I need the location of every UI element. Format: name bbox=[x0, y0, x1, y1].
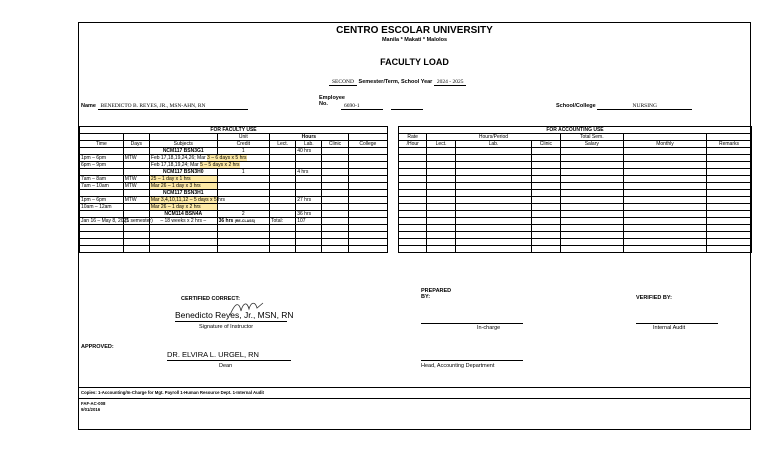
semester-label: Semester/Term, School Year bbox=[358, 79, 433, 85]
header-row-2: Time Days Subjects Credit Lect. Lab. Clinic College /Hour Lect. Lab. Clinic Salary Monthly Remarks bbox=[80, 141, 752, 148]
credit-value: 36 hrs bbox=[218, 218, 234, 224]
lecture-cell bbox=[270, 190, 296, 197]
lab-hours-cell bbox=[296, 155, 322, 162]
subject-cell: NCM114 BSN4A bbox=[149, 211, 217, 218]
table-row bbox=[80, 176, 752, 183]
days-cell bbox=[123, 190, 149, 197]
school-label: School/College bbox=[556, 103, 596, 109]
accounting-cell bbox=[623, 218, 706, 225]
days-cell: MTW bbox=[123, 183, 149, 190]
college-cell bbox=[348, 204, 387, 211]
lab-hours-cell: 27 hrs bbox=[296, 197, 322, 204]
subject-cell bbox=[149, 162, 269, 169]
accounting-cell bbox=[560, 162, 623, 169]
instructor-printed-name: Benedicto Reyes, Jr., MSN, RN bbox=[175, 310, 294, 320]
accounting-cell bbox=[706, 204, 751, 211]
lecture-cell bbox=[270, 211, 296, 218]
clinic-cell bbox=[322, 183, 348, 190]
college-cell bbox=[348, 169, 387, 176]
days-cell bbox=[123, 169, 149, 176]
accounting-cell bbox=[623, 204, 706, 211]
approved-label: APPROVED: bbox=[81, 344, 114, 350]
days-cell: (1 semester) bbox=[124, 218, 153, 224]
table-row bbox=[80, 169, 752, 176]
accounting-cell bbox=[532, 176, 560, 183]
accounting-cell bbox=[455, 211, 531, 218]
subject-duration: 5 – 5 days x 2 hrs bbox=[200, 162, 240, 168]
time-cell: 7am – 10am bbox=[80, 183, 124, 190]
school-year-value: 2024 - 2025 bbox=[434, 79, 467, 86]
accounting-cell bbox=[706, 218, 751, 225]
name-label: Name bbox=[81, 103, 96, 109]
accounting-cell bbox=[560, 176, 623, 183]
name-line bbox=[81, 103, 248, 110]
accounting-cell bbox=[532, 204, 560, 211]
accounting-cell bbox=[427, 204, 455, 211]
subject-cell: NCM117 BSN3H1 bbox=[149, 190, 217, 197]
faculty-use-header: FOR FACULTY USE bbox=[80, 127, 388, 134]
accounting-cell bbox=[398, 162, 426, 169]
accounting-cell bbox=[560, 155, 623, 162]
accounting-cell bbox=[706, 148, 751, 155]
subject-cell: Mar 26 – 1 day x 3 hrs bbox=[149, 183, 217, 190]
lecture-cell bbox=[270, 204, 296, 211]
instructor-role: Signature of Instructor bbox=[199, 324, 254, 330]
college-cell bbox=[348, 211, 387, 218]
accounting-cell bbox=[427, 148, 455, 155]
accounting-cell bbox=[623, 176, 706, 183]
table-row bbox=[80, 246, 752, 253]
lecture-cell bbox=[270, 162, 296, 169]
dean-role: Dean bbox=[219, 363, 233, 369]
subject-cell: Mar 26 – 1 day x 2 hrs bbox=[149, 204, 217, 211]
accounting-cell bbox=[398, 169, 426, 176]
accounting-cell bbox=[560, 197, 623, 204]
subject-duration: 3 – 6 days x 5 hrs bbox=[207, 155, 247, 161]
head-accounting-role: Head, Accounting Department bbox=[421, 363, 495, 369]
clinic-cell bbox=[322, 169, 348, 176]
semester-value: SECOND bbox=[329, 79, 357, 86]
table-row bbox=[80, 197, 752, 204]
clinic-cell bbox=[322, 204, 348, 211]
subject-cell: – 18 weeks x 2 hrs – bbox=[149, 218, 217, 225]
clinic-cell bbox=[322, 176, 348, 183]
accounting-cell bbox=[532, 190, 560, 197]
credit-cell: 1 bbox=[217, 169, 269, 176]
accounting-cell bbox=[623, 169, 706, 176]
accounting-cell bbox=[427, 155, 455, 162]
accounting-cell bbox=[455, 162, 531, 169]
credit-cell bbox=[217, 190, 269, 197]
lecture-cell bbox=[270, 183, 296, 190]
form-date: 9/01/2016 bbox=[81, 407, 101, 412]
incharge-role: In-charge bbox=[477, 325, 501, 331]
school-line bbox=[556, 103, 692, 110]
subject-cell bbox=[149, 155, 269, 162]
accounting-cell bbox=[706, 183, 751, 190]
accounting-cell bbox=[532, 218, 560, 225]
accounting-cell bbox=[532, 197, 560, 204]
lab-hours-cell bbox=[296, 162, 322, 169]
school-value: NURSING bbox=[597, 103, 692, 110]
lecture-cell bbox=[270, 155, 296, 162]
accounting-cell bbox=[455, 218, 531, 225]
employee-label: Employee No. bbox=[319, 95, 345, 107]
load-rows bbox=[80, 148, 752, 253]
instructor-name-value: BENEDICTO B. REYES, JR., MSN-AHN, RN bbox=[98, 103, 248, 110]
time-cell: 6pm – 9pm bbox=[80, 162, 124, 169]
time-cell: 10am – 12am bbox=[80, 204, 124, 211]
lab-hours-cell bbox=[296, 176, 322, 183]
accounting-cell bbox=[427, 218, 455, 225]
time-cell bbox=[80, 169, 124, 176]
form-title: FACULTY LOAD bbox=[380, 57, 449, 67]
days-cell bbox=[123, 204, 149, 211]
credit-cell bbox=[217, 218, 269, 225]
header-row-1: Unit Hours Rate Hours/Period Total Sem. bbox=[80, 134, 752, 141]
accounting-cell bbox=[398, 183, 426, 190]
accounting-cell bbox=[623, 190, 706, 197]
credit-cell bbox=[217, 176, 269, 183]
accounting-cell bbox=[623, 183, 706, 190]
accounting-cell bbox=[560, 148, 623, 155]
form-code: FAF-AC-008 bbox=[81, 401, 106, 406]
college-cell bbox=[348, 190, 387, 197]
days-cell: MTW bbox=[123, 155, 149, 162]
days-cell bbox=[123, 162, 149, 169]
table-row bbox=[80, 232, 752, 239]
accounting-cell bbox=[706, 197, 751, 204]
subject-cell: 25 – 1 day x 1 hrs bbox=[149, 176, 217, 183]
table-row bbox=[80, 155, 752, 162]
accounting-cell bbox=[427, 169, 455, 176]
days-cell bbox=[123, 148, 149, 155]
lab-hours-cell bbox=[296, 190, 322, 197]
accounting-cell bbox=[398, 197, 426, 204]
accounting-cell bbox=[532, 183, 560, 190]
accounting-cell bbox=[427, 162, 455, 169]
accounting-cell bbox=[560, 204, 623, 211]
accounting-cell bbox=[560, 218, 623, 225]
lecture-cell bbox=[270, 148, 296, 155]
accounting-cell bbox=[706, 211, 751, 218]
college-cell bbox=[348, 148, 387, 155]
credit-cell bbox=[217, 204, 269, 211]
accounting-cell bbox=[398, 190, 426, 197]
table-row bbox=[80, 211, 752, 218]
lab-hours-cell: 107 bbox=[296, 218, 322, 225]
accounting-cell bbox=[706, 162, 751, 169]
college-cell bbox=[348, 176, 387, 183]
clinic-cell bbox=[322, 162, 348, 169]
credit-cell: 2 bbox=[217, 211, 269, 218]
clinic-cell bbox=[322, 155, 348, 162]
lecture-cell: Total: bbox=[270, 218, 296, 225]
accounting-cell bbox=[398, 211, 426, 218]
accounting-cell bbox=[532, 148, 560, 155]
lab-hours-cell: 4 hrs bbox=[296, 169, 322, 176]
accounting-cell bbox=[706, 155, 751, 162]
accounting-cell bbox=[623, 211, 706, 218]
table-row bbox=[80, 148, 752, 155]
audit-role: Internal Audit bbox=[653, 325, 686, 331]
accounting-cell bbox=[427, 183, 455, 190]
clinic-cell bbox=[322, 197, 348, 204]
college-cell bbox=[348, 197, 387, 204]
days-cell bbox=[123, 211, 149, 218]
college-cell bbox=[348, 155, 387, 162]
certified-label: CERTIFIED CORRECT: bbox=[181, 296, 240, 302]
lecture-cell bbox=[270, 176, 296, 183]
university-name: CENTRO ESCOLAR UNIVERSITY bbox=[336, 25, 493, 36]
accounting-cell bbox=[706, 176, 751, 183]
accounting-cell bbox=[532, 155, 560, 162]
dean-name: DR. ELVIRA L. URGEL, RN bbox=[167, 350, 259, 359]
accounting-cell bbox=[455, 169, 531, 176]
accounting-cell bbox=[455, 204, 531, 211]
accounting-cell bbox=[623, 197, 706, 204]
time-cell: 1pm – 6pm bbox=[80, 155, 124, 162]
accounting-cell bbox=[455, 197, 531, 204]
college-cell bbox=[348, 162, 387, 169]
table-row bbox=[80, 162, 752, 169]
accounting-cell bbox=[532, 169, 560, 176]
accounting-cell bbox=[398, 176, 426, 183]
accounting-cell bbox=[455, 190, 531, 197]
prepared-label: PREPARED BY: bbox=[421, 288, 452, 300]
clinic-cell bbox=[322, 148, 348, 155]
days-cell: MTW bbox=[123, 197, 149, 204]
semester-line bbox=[329, 79, 466, 86]
accounting-cell bbox=[560, 190, 623, 197]
accounting-cell bbox=[398, 218, 426, 225]
time-cell bbox=[80, 211, 124, 218]
clinic-cell bbox=[322, 211, 348, 218]
time-cell: 1pm – 6pm bbox=[80, 197, 124, 204]
credit-cell bbox=[217, 183, 269, 190]
lecture-cell bbox=[270, 197, 296, 204]
accounting-cell bbox=[427, 190, 455, 197]
time-cell bbox=[80, 190, 124, 197]
accounting-cell bbox=[455, 155, 531, 162]
table-row bbox=[80, 204, 752, 211]
accounting-cell bbox=[427, 211, 455, 218]
clinic-cell bbox=[322, 218, 348, 225]
accounting-cell bbox=[532, 162, 560, 169]
lab-hours-cell: 36 hrs bbox=[296, 211, 322, 218]
accounting-cell bbox=[455, 176, 531, 183]
subject-cell: NCM117 BSN3H0 bbox=[149, 169, 217, 176]
accounting-cell bbox=[560, 169, 623, 176]
employee-no: 6690-1 bbox=[341, 103, 423, 110]
accounting-cell bbox=[398, 155, 426, 162]
accounting-cell bbox=[398, 148, 426, 155]
accounting-cell bbox=[560, 211, 623, 218]
clinic-cell bbox=[322, 190, 348, 197]
accounting-cell bbox=[623, 148, 706, 155]
time-cell: 7am – 8am bbox=[80, 176, 124, 183]
lab-hours-cell: 40 hrs bbox=[296, 148, 322, 155]
credit-note: (RE-CLASS) bbox=[234, 219, 255, 223]
accounting-cell bbox=[706, 190, 751, 197]
time-cell: Jan 16 – May 8, 2025 bbox=[81, 218, 130, 224]
accounting-cell bbox=[398, 204, 426, 211]
accounting-cell bbox=[427, 197, 455, 204]
table-row bbox=[80, 218, 752, 225]
accounting-cell bbox=[706, 169, 751, 176]
faculty-load-table bbox=[79, 126, 752, 253]
table-row bbox=[80, 190, 752, 197]
table-row bbox=[80, 225, 752, 232]
credit-cell: 1 bbox=[217, 148, 269, 155]
subject-dates: Feb 17,18,19,24; Mar bbox=[150, 162, 199, 168]
lab-hours-cell bbox=[296, 183, 322, 190]
section-header-row bbox=[80, 127, 752, 134]
verified-label: VERIFIED BY: bbox=[636, 295, 672, 301]
accounting-cell bbox=[455, 148, 531, 155]
accounting-cell bbox=[623, 162, 706, 169]
copies-line: Copies: 1-Accounting/In-Charge for Mgt. Payroll 1-Human Resource Dept. 1-Internal Audit bbox=[81, 390, 264, 395]
table-row bbox=[80, 239, 752, 246]
campuses: Manila * Makati * Malolos bbox=[381, 37, 448, 43]
accounting-cell bbox=[427, 176, 455, 183]
table-row bbox=[80, 183, 752, 190]
subject-cell: NCM117 BSN3G1 bbox=[149, 148, 217, 155]
accounting-cell bbox=[623, 155, 706, 162]
days-cell: MTW bbox=[123, 176, 149, 183]
college-cell bbox=[348, 218, 387, 225]
time-cell bbox=[80, 148, 124, 155]
lab-hours-cell bbox=[296, 204, 322, 211]
accounting-cell bbox=[532, 211, 560, 218]
faculty-load-form bbox=[78, 22, 751, 430]
subject-dates: Feb 17,18,19,24,26; Mar bbox=[150, 155, 206, 161]
accounting-cell bbox=[455, 183, 531, 190]
lecture-cell bbox=[270, 169, 296, 176]
subject-cell: Mar 3,4,10,11,12 – 5 days x 5 hrs bbox=[150, 197, 226, 203]
college-cell bbox=[348, 183, 387, 190]
accounting-use-header: FOR ACCOUNTING USE bbox=[398, 127, 751, 134]
accounting-cell bbox=[560, 183, 623, 190]
